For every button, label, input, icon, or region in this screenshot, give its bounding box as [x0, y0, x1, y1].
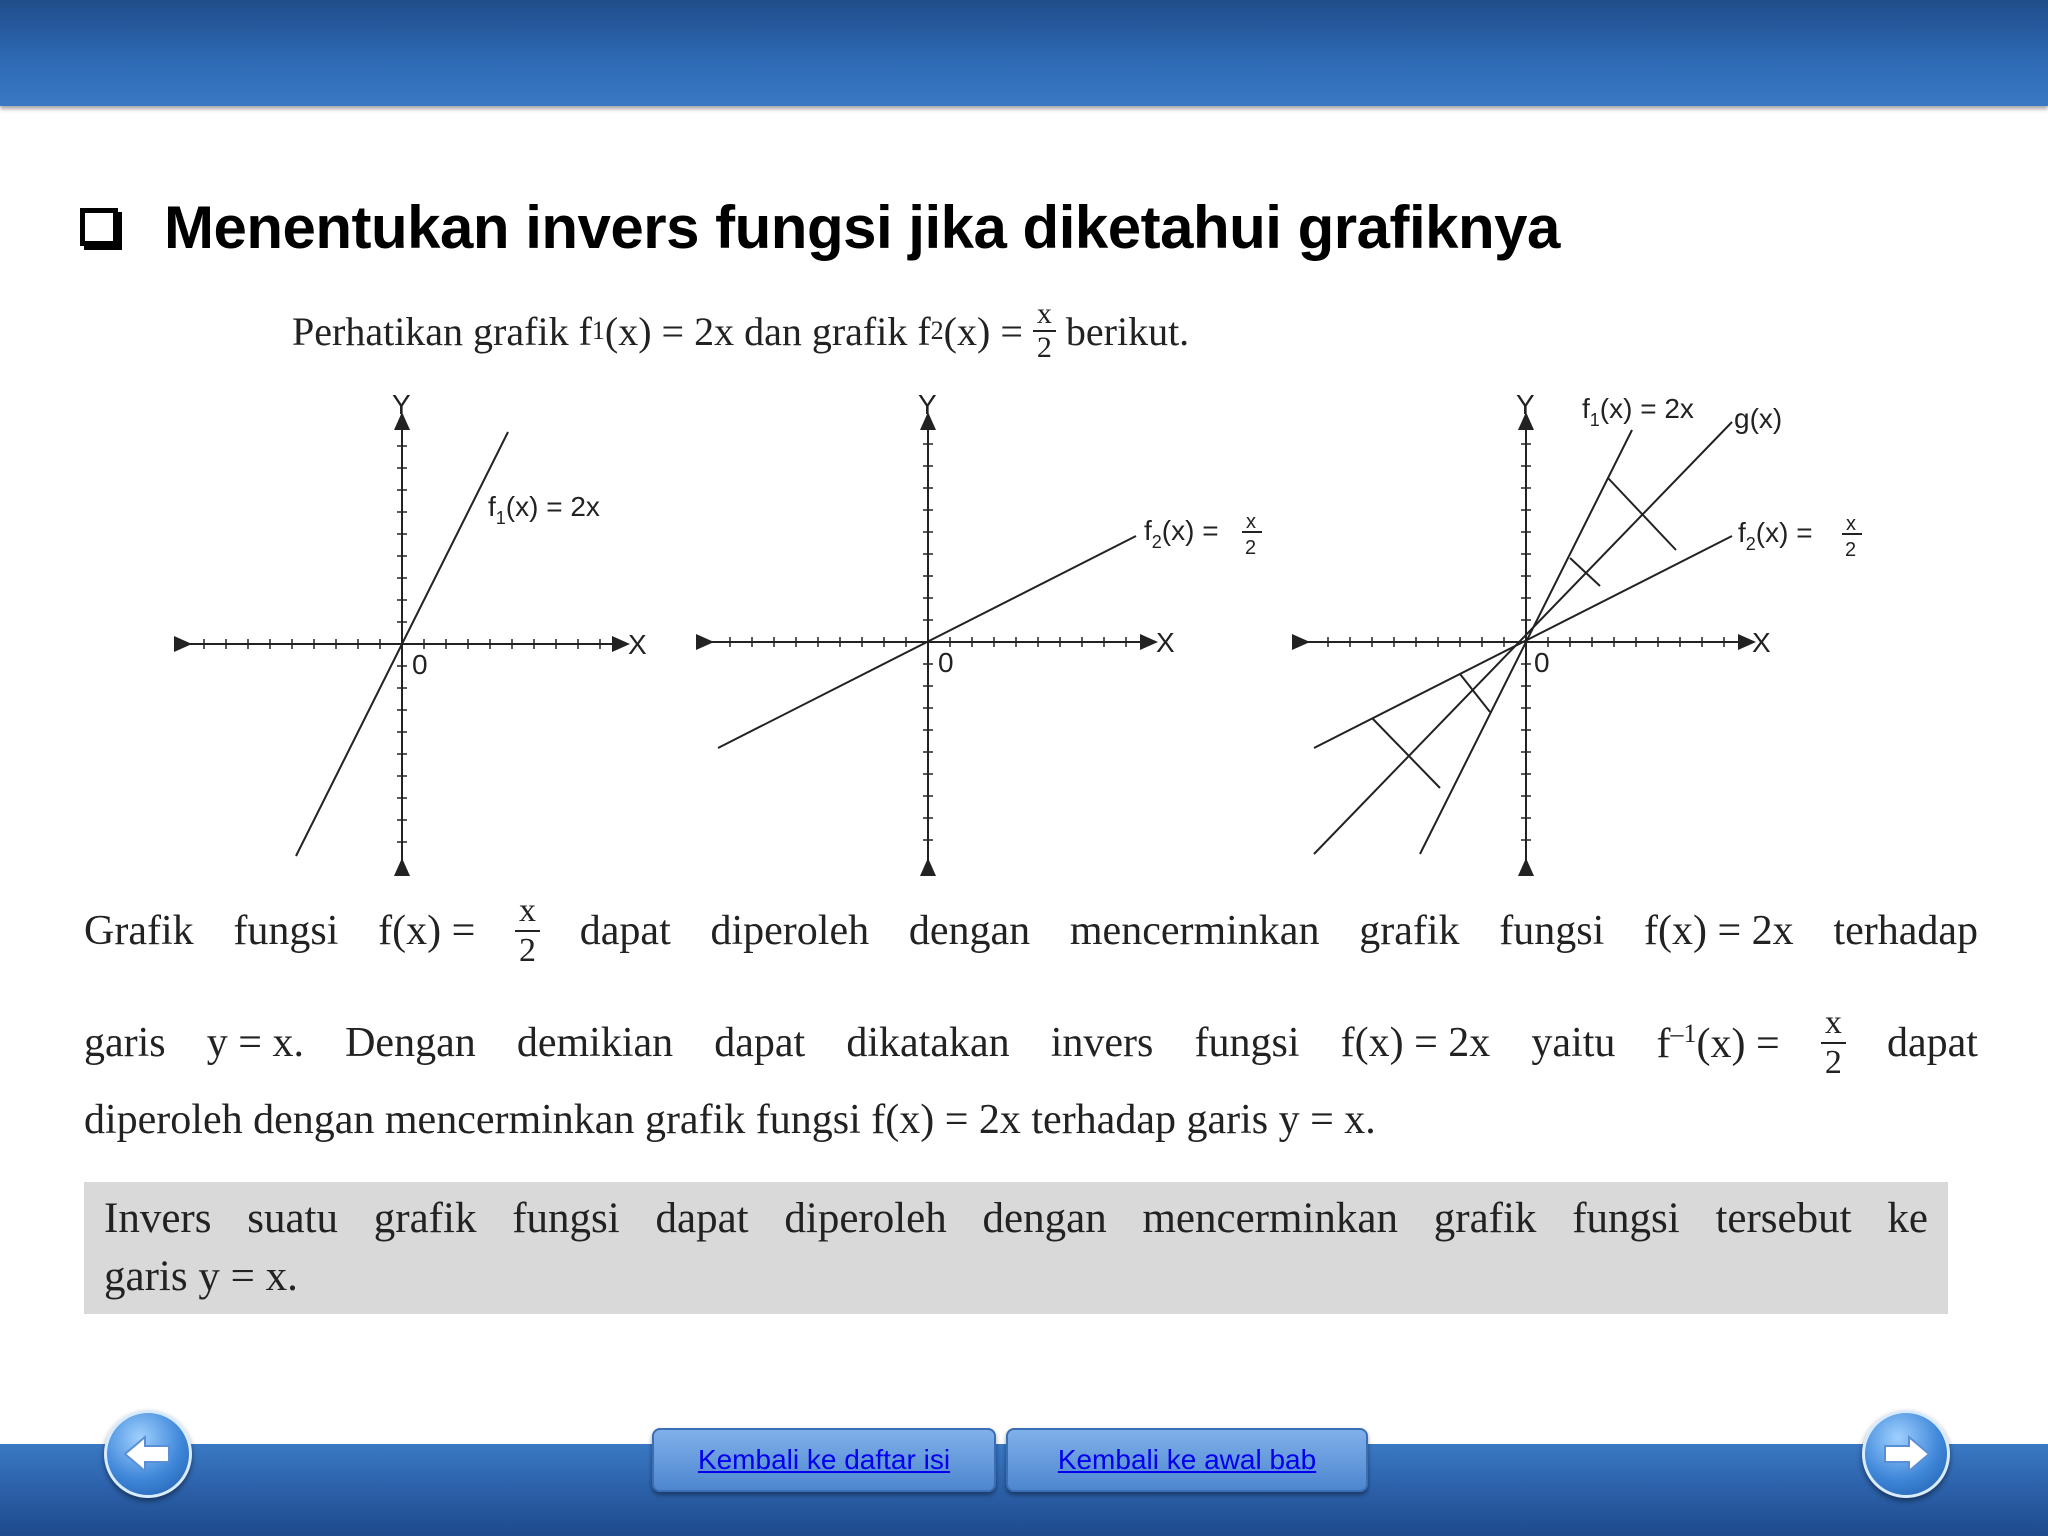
p2-word: garis: [84, 1020, 166, 1066]
p2-word: fungsi: [1194, 1020, 1300, 1066]
summary-word: fungsi: [1572, 1195, 1680, 1242]
intro-prefix: Perhatikan grafik f: [292, 308, 592, 354]
graph2-frac-num: x: [1246, 511, 1256, 533]
intro-frac-num: x: [1033, 298, 1056, 332]
previous-button[interactable]: [104, 1410, 192, 1498]
graph3-frac-num: x: [1846, 513, 1856, 535]
graph1-y-label: Y: [392, 389, 411, 420]
p2-fraction: [1821, 1004, 1846, 1082]
arrow-right-icon: [1881, 1434, 1931, 1474]
intro-text: [292, 298, 1189, 364]
summary-word: fungsi: [512, 1195, 620, 1242]
graph-f2: [706, 420, 1150, 866]
summary-word: dengan: [982, 1195, 1107, 1242]
graph3-line-g: [1314, 422, 1732, 854]
p1-fraction: [515, 892, 540, 970]
graph2-y-label: Y: [918, 389, 937, 420]
p1-word: grafik: [1359, 908, 1460, 954]
summary-word: dapat: [655, 1195, 749, 1242]
p1-frac-num: x: [515, 892, 540, 932]
graph2-frac-den: 2: [1245, 537, 1257, 559]
p1-word: dapat: [579, 908, 671, 954]
graph3-f1-label: $f_1(x) = 2x$: [1582, 393, 1694, 430]
p1-frac-den: 2: [519, 932, 537, 969]
p1-word: Grafik: [84, 908, 194, 954]
summary-word: suatu: [247, 1195, 339, 1242]
p1-word: mencerminkan: [1069, 908, 1320, 954]
intro-sub1: 1: [591, 316, 605, 345]
summary-word: mencerminkan: [1142, 1195, 1398, 1242]
p2-word: y = x.: [206, 1020, 304, 1066]
graph3-x-label: X: [1752, 627, 1771, 658]
bullet-checkbox-icon: [80, 208, 118, 246]
graph2-f2-label: $f_2(x)$ =: [1144, 515, 1219, 552]
p2-f: f: [1656, 1020, 1671, 1067]
p2-frac-num: x: [1821, 1004, 1846, 1044]
summary-line-1: [104, 1190, 1928, 1248]
graph2-x-label: X: [1156, 627, 1175, 658]
p1-word: diperoleh: [710, 908, 870, 954]
p2-word: invers: [1050, 1020, 1154, 1066]
graph-f1-f2-g: [1302, 420, 1748, 866]
graph1-f1-label: $f_1(x) = 2x$: [488, 491, 600, 528]
back-to-toc-button[interactable]: [652, 1428, 996, 1492]
p2-frac-den: 2: [1824, 1044, 1842, 1081]
summary-word: Invers: [104, 1195, 212, 1242]
graph2-origin: 0: [938, 647, 954, 678]
p1-word: fungsi: [1499, 908, 1605, 954]
header-bar: [0, 0, 2048, 106]
graph1-x-label: X: [628, 629, 647, 660]
arrow-left-icon: [123, 1434, 173, 1474]
title-row: [80, 192, 1560, 262]
p2-word: dikatakan: [846, 1020, 1010, 1066]
graph-labels: [392, 389, 1862, 680]
summary-word: ke: [1887, 1195, 1928, 1242]
back-to-chapter-button[interactable]: [1006, 1428, 1368, 1492]
summary-word: tersebut: [1715, 1195, 1852, 1242]
p1-word: f(x) =: [378, 908, 476, 954]
p2-word: dapat: [1886, 1020, 1978, 1066]
p2-word: yaitu: [1531, 1020, 1616, 1066]
p2-inverse-notation: [1657, 1019, 1780, 1068]
page-title: Menentukan invers fungsi jika diketahui grafiknya: [164, 193, 1560, 261]
summary-box: [84, 1182, 1948, 1314]
p1-word: terhadap: [1833, 908, 1978, 954]
paragraph-1: [84, 886, 1978, 976]
graph3-y-label: Y: [1516, 389, 1535, 420]
p2-sup: –1: [1670, 1018, 1697, 1048]
graph1-origin: 0: [412, 649, 428, 680]
intro-mid: (x) = 2x dan grafik f: [604, 308, 931, 354]
intro-eq: (x) =: [943, 308, 1023, 354]
paragraph-3: diperoleh dengan mencerminkan grafik fungsi f(x) = 2x terhadap garis y = x.: [84, 1097, 1376, 1143]
summary-word: grafik: [1433, 1195, 1537, 1242]
intro-fraction: [1033, 298, 1056, 364]
p1-word: fungsi: [233, 908, 339, 954]
summary-word: diperoleh: [784, 1195, 947, 1242]
graph3-g-label: g(x): [1734, 403, 1783, 434]
summary-word: grafik: [373, 1195, 477, 1242]
p2-word: Dengan: [345, 1020, 476, 1066]
intro-frac-den: 2: [1036, 331, 1052, 364]
graph3-f2-label: $f_2(x)$ =: [1738, 517, 1813, 554]
graph3-reflect-seg3: [1460, 674, 1490, 712]
back-to-chapter-link[interactable]: Kembali ke awal bab: [1057, 1444, 1317, 1475]
paragraph-2: [84, 998, 1978, 1088]
intro-sub2: 2: [930, 316, 944, 345]
p2-word: demikian: [516, 1020, 674, 1066]
p2-fx: (x) =: [1696, 1020, 1780, 1067]
p2-word: dapat: [714, 1020, 806, 1066]
summary-line-2: garis y = x.: [104, 1253, 298, 1300]
back-to-toc-link[interactable]: Kembali ke daftar isi: [697, 1444, 951, 1475]
graphs-figure: [170, 378, 1890, 878]
next-button[interactable]: [1862, 1410, 1950, 1498]
p1-word: f(x) = 2x: [1644, 908, 1794, 954]
intro-suffix: berikut.: [1065, 308, 1190, 354]
graph3-reflect-seg4: [1372, 718, 1440, 788]
graph3-origin: 0: [1534, 647, 1550, 678]
p2-word: f(x) = 2x: [1340, 1020, 1491, 1066]
graph3-frac-den: 2: [1845, 539, 1857, 561]
p1-word: dengan: [908, 908, 1031, 954]
